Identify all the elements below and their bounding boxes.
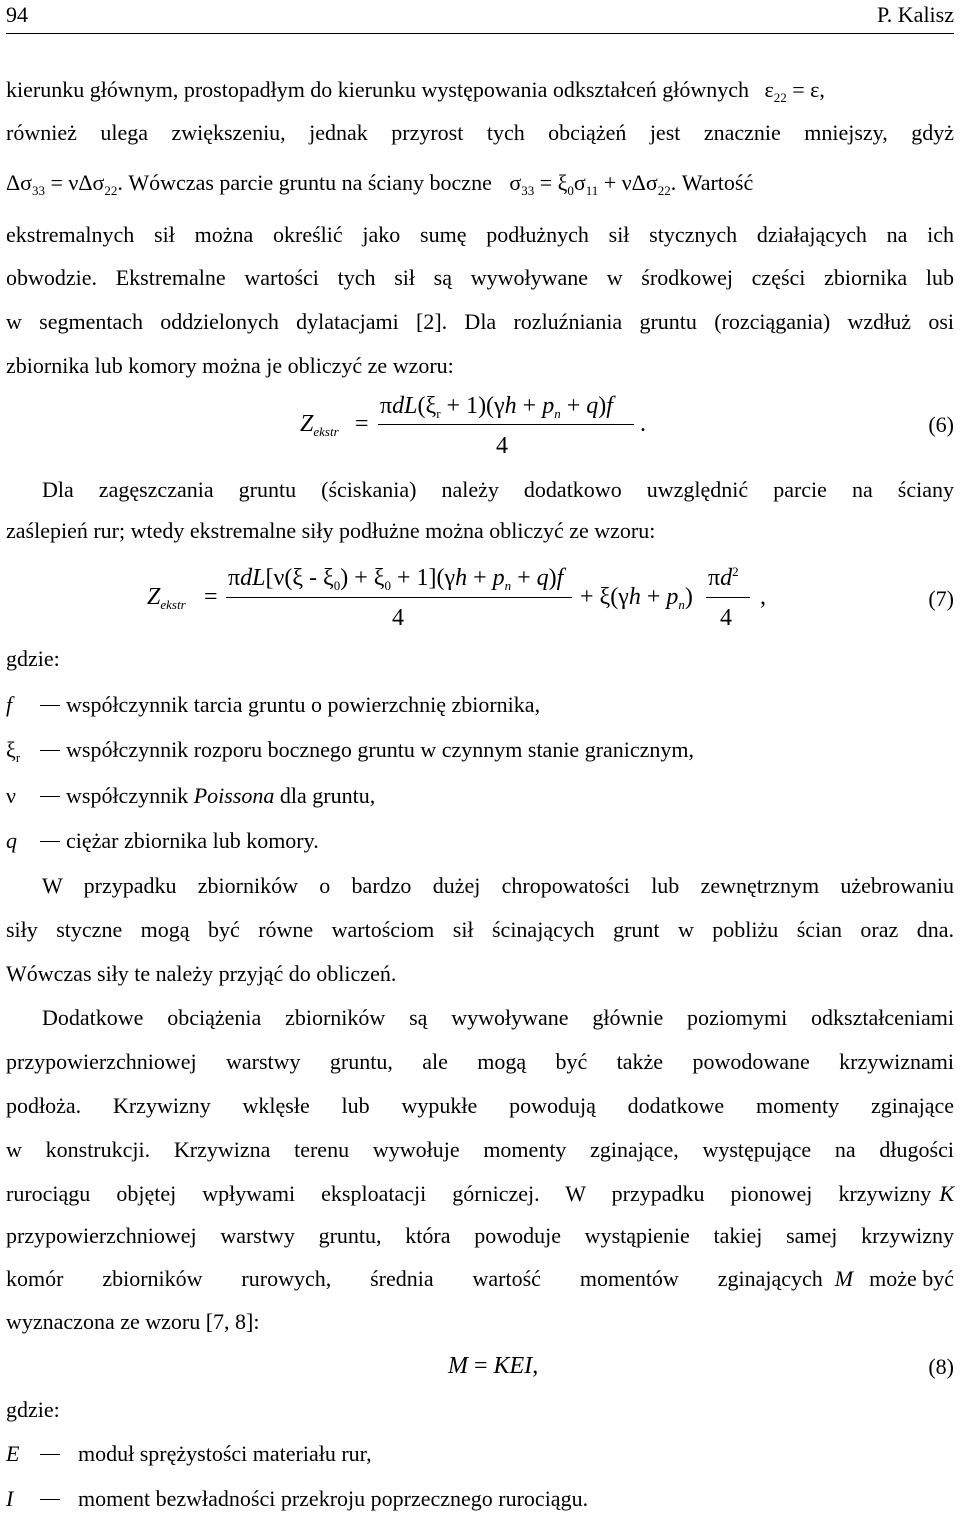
eq8-number: (8) [928, 1354, 954, 1379]
running-author: P. Kalisz [877, 2, 954, 27]
where-label-2: gdzie: [6, 1397, 60, 1422]
para1-line7: zbiornika lub komory można je obliczyć ze wzoru: [6, 353, 454, 378]
para2-line1: Dla zagęszczania gruntu (ściskania) należy dodatkowo uwzględnić parcie na ściany [42, 477, 954, 502]
eq7-second-term: + $\xi(\gamma h + p_n)$ [580, 584, 693, 612]
def-symbol: I [6, 1486, 14, 1511]
header-rule [6, 33, 954, 34]
para2-line2: zaślepień rur; wtedy ekstremalne siły podłużne można obliczyć ze wzoru: [6, 518, 656, 543]
def-dash [40, 1454, 60, 1455]
def-text: moment bezwładności przekroju poprzecznego rurociągu. [78, 1486, 589, 1511]
eq7-denominator-2: 4 [720, 605, 732, 631]
equation-8: M = KEI, [448, 1353, 539, 1379]
eq6-fraction-bar [378, 424, 634, 425]
eq7-number: (7) [928, 586, 954, 611]
para3-line3: Wówczas siły te należy przyjąć do obliczeń. [6, 961, 397, 986]
def-symbol: f [6, 692, 13, 717]
para4-line5: rurociągu objętej wpływami eksploatacji górniczej. W przypadku pionowej krzywizny K [6, 1181, 954, 1206]
para3-line2: siły styczne mogą być równe wartościom sił ścinających grunt w pobliżu ścian oraz dna. [6, 917, 954, 942]
page-number: 94 [6, 2, 28, 27]
page-header [6, 0, 954, 30]
def-dash [40, 1499, 60, 1500]
para3-line1: W przypadku zbiorników o bardzo dużej chropowatości lub zewnętrznym użebrowaniu [42, 873, 954, 898]
para1-line2: również ulega zwiększeniu, jednak przyrost tych obciążeń jest znacznie mniejszy, gdyż [6, 120, 954, 145]
math-eps22: $\varepsilon_{22} = \varepsilon$, [764, 77, 825, 105]
eq6-period: . [640, 411, 646, 437]
para4-line7: komór zbiorników rurowych, średnia wartość momentów zginających M może być [6, 1266, 954, 1291]
def-text: współczynnik rozporu bocznego gruntu w czynnym stanie granicznym, [66, 737, 695, 762]
eq7-denominator-1: 4 [392, 605, 404, 631]
def-text: współczynnik tarcia gruntu o powierzchnię zbiornika, [66, 692, 541, 717]
eq7-lhs: $Z_{ekstr}$ [147, 584, 186, 612]
def-symbol: E [6, 1441, 20, 1466]
eq6-denominator: 4 [496, 433, 508, 459]
where-label-1: gdzie: [6, 646, 60, 671]
para4-line2: przypowierzchniowej warstwy gruntu, ale mogą być także powodowane krzywiznami [6, 1049, 954, 1074]
para4-line4: w konstrukcji. Krzywizna terenu wywołuje momenty zginające, występujące na długości [6, 1137, 954, 1162]
def-dash [40, 841, 60, 842]
eq7-fraction-bar-1 [226, 597, 572, 598]
para1-line1: kierunku głównym, prostopadłym do kierunku występowania odkształceń głównych $\varepsilon_{22} = \varepsilon$, [6, 77, 825, 105]
eq6-equals: = [355, 411, 369, 437]
def-text: ciężar zbiornika lub komory. [66, 828, 319, 853]
def-dash [40, 705, 60, 706]
eq7-comma: , [760, 584, 766, 610]
para4-line6: przypowierzchniowej warstwy gruntu, która powoduje wystąpienie takiej samej krzywizny [6, 1223, 954, 1248]
def-text: współczynnik Poissona dla gruntu, [66, 783, 376, 808]
eq7-equals: = [204, 584, 218, 610]
para1-line3: $\Delta\sigma_{33} = \nu\Delta\sigma_{22}$. Wówczas parcie gruntu na ściany boczne $\sigma_{33} = \xi_0\sigma_{11} + \nu\Delta\sigma_{22}$. Wartość [6, 170, 754, 198]
para1-line5: obwodzie. Ekstremalne wartości tych sił są wywoływane w środkowej części zbiornika lub [6, 265, 954, 290]
para4-line3: podłoża. Krzywizny wklęsłe lub wypukłe powodują dodatkowe momenty zginające [6, 1093, 954, 1118]
math-sigma33: $\sigma_{33} = \xi_0\sigma_{11} + \nu\Delta\sigma_{22}$ [509, 170, 671, 198]
eq7-numerator: $\pi dL[\nu(\xi - \xi_0) + \xi_0 + 1](\gamma h + p_n + q)f$ [228, 565, 564, 593]
def-symbol: ν [6, 783, 16, 808]
def-dash [40, 796, 60, 797]
para1-line6: w segmentach oddzielonych dylatacjami [2]. Dla rozluźniania gruntu (rozciągania) wzdłuż osi [6, 309, 954, 334]
para1-line4: ekstremalnych sił można określić jako sumę podłużnych sił stycznych działających na ich [6, 222, 954, 247]
def-symbol: q [6, 828, 17, 853]
def-symbol: $\xi_r$ [6, 737, 21, 765]
eq7-fraction-bar-2 [706, 597, 750, 598]
eq6-lhs: $Z_{ekstr}$ [300, 411, 339, 439]
def-dash [40, 750, 60, 751]
eq6-number: (6) [928, 412, 954, 437]
para4-line8: wyznaczona ze wzoru [7, 8]: [6, 1309, 260, 1334]
eq7-numerator-2: $\pi d^2$ [708, 564, 739, 591]
math-delta-sigma: $\Delta\sigma_{33} = \nu\Delta\sigma_{22}$ [6, 170, 118, 198]
def-text: moduł sprężystości materiału rur, [78, 1441, 372, 1466]
eq6-numerator: $\pi dL(\xi_r + 1)(\gamma h + p_n + q)f$ [380, 393, 613, 421]
para4-line1: Dodatkowe obciążenia zbiorników są wywoływane głównie poziomymi odkształceniami [42, 1005, 954, 1030]
